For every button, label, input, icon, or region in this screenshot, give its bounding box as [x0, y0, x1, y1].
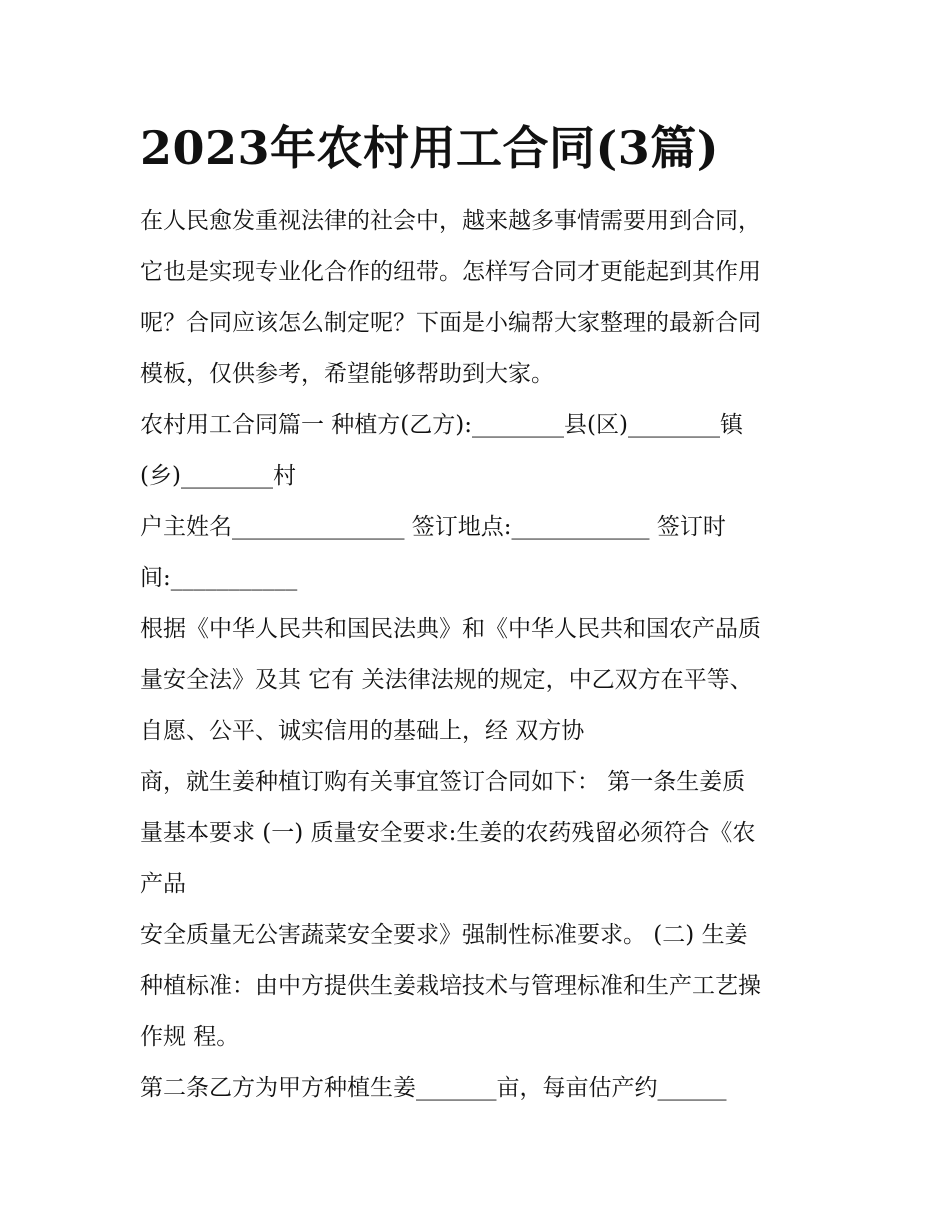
paragraph-line: 作规 程。	[140, 1024, 240, 1050]
paragraph-line: 商，就生姜种植订购有关事宜签订合同如下： 第一条生姜质	[140, 769, 746, 795]
paragraph-line: 在人民愈发重视法律的社会中，越来越多事情需要用到合同，	[140, 208, 761, 234]
paragraph-line: 产品	[140, 871, 186, 897]
paragraph-line: 量安全法》及其 它有 关法律法规的规定，中乙双方在平等、	[140, 667, 753, 693]
paragraph-line: (乡)________村	[140, 463, 296, 489]
paragraph-line: 农村用工合同篇一 种植方(乙方):________县(区)________镇	[140, 412, 743, 438]
paragraph-line: 间:___________	[140, 565, 298, 591]
paragraph-line: 呢？合同应该怎么制定呢？下面是小编帮大家整理的最新合同	[140, 310, 761, 336]
paragraph-line: 种植标准：由中方提供生姜栽培技术与管理标准和生产工艺操	[140, 973, 761, 999]
paragraph-line: 安全质量无公害蔬菜安全要求》强制性标准要求。 (二) 生姜	[140, 922, 748, 948]
paragraph-line: 户主姓名_______________ 签订地点:____________ 签订时	[140, 514, 726, 540]
paragraph-line: 模板，仅供参考，希望能够帮助到大家。	[140, 361, 554, 387]
paragraph-line: 量基本要求 (一) 质量安全要求:生姜的农药残留必须符合《农	[140, 820, 756, 846]
paragraph-line: 第二条乙方为甲方种植生姜_______亩，每亩估产约______	[140, 1075, 727, 1101]
paragraph-line: 它也是实现专业化合作的纽带。怎样写合同才更能起到其作用	[140, 259, 761, 285]
paragraph-line: 自愿、公平、诚实信用的基础上，经 双方协	[140, 718, 585, 744]
paragraph-line: 根据《中华人民共和国民法典》和《中华人民共和国农产品质	[140, 616, 761, 642]
document-title: 2023年农村用工合同(3篇)	[140, 121, 720, 175]
